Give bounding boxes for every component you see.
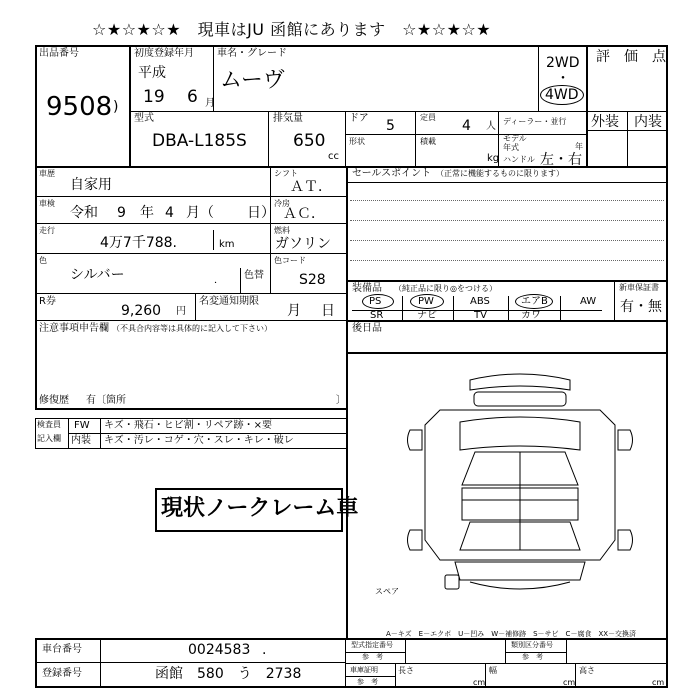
model-value: DBA-L185S [152, 131, 247, 151]
plate-label: 登録番号 [42, 668, 82, 679]
registration-month-unit: 月 [205, 98, 215, 109]
doors-value: 5 [386, 118, 395, 134]
type-code-ref: 参 考 [362, 653, 383, 661]
shift-label: シフト [274, 169, 298, 178]
fuel-label: 燃料 [274, 226, 290, 235]
equip-ps: PS [369, 296, 382, 307]
rating-exterior: 外装 [591, 114, 619, 130]
capacity-value: 4 [462, 118, 471, 134]
fuel-value: ガソリン [275, 236, 331, 252]
warranty-value: 有・無 [620, 299, 662, 315]
inspection-year: 9 [117, 205, 126, 221]
ac-value: ＡＣ． [283, 206, 325, 222]
class-code-ref: 参 考 [522, 653, 543, 661]
load-label: 積載 [420, 137, 436, 146]
drive-2wd: 2WD [546, 55, 580, 71]
mileage-value: 4万7千788. [100, 235, 177, 251]
drive-4wd: 4WD [545, 87, 579, 103]
lot-label: 出品番号 [39, 48, 79, 59]
recycle-value: 9,260 [121, 303, 162, 319]
displacement-label: 排気量 [273, 113, 303, 124]
color-label: 色 [39, 256, 47, 265]
notice-deadline-label: 名変通知期限 [199, 296, 259, 307]
header-title: ☆★☆★☆★ 現車はJU 函館にあります ☆★☆★☆★ [92, 20, 492, 39]
reg-date-label: 車庫証明 [350, 666, 378, 674]
model-year-label1: モデル [503, 134, 527, 143]
chassis-dot: . [262, 642, 267, 658]
name-label: 車名・グレード [217, 48, 287, 59]
equip-leather: カワ [521, 310, 541, 321]
type-code-label: 型式指定番号 [351, 641, 393, 649]
ac-label: 冷房 [274, 199, 290, 208]
handle-label: ハンドル [503, 155, 535, 164]
dealer-label: ディーラー・並行 [503, 117, 567, 126]
car-damage-diagram [400, 370, 640, 600]
shape-label: 形状 [349, 137, 365, 146]
color-code-label: 色コード [274, 256, 306, 265]
handle-value: 左・右 [540, 152, 582, 168]
height-label: 高さ [579, 666, 595, 675]
inspection-day-unit: 日） [247, 205, 275, 221]
equipment-label: 装備品 [352, 283, 382, 294]
drive-dot: ・ [556, 71, 570, 87]
mileage-unit: km [219, 239, 235, 250]
width-label: 幅 [489, 666, 497, 675]
color-code: S28 [299, 272, 326, 288]
equip-sr: SR [370, 310, 384, 321]
doors-label: ドア [349, 113, 369, 124]
registration-year: 19 [143, 87, 165, 107]
length-label: 長さ [398, 666, 414, 675]
equip-tv: TV [474, 310, 487, 321]
lot-number: 9508 [46, 92, 113, 122]
plate-value: 函館 580 う 2738 [155, 666, 302, 682]
equip-pw: PW [418, 296, 434, 307]
inspector-in-value: キズ・汚レ・コゲ・穴・スレ・キレ・破レ [104, 435, 294, 446]
registration-month: 6 [187, 87, 198, 107]
equip-navi: ナビ [417, 310, 437, 321]
inspection-month: 4 [165, 205, 174, 221]
equip-airbag: エアB [521, 296, 548, 307]
inspection-month-unit: 月（ [186, 205, 214, 221]
registration-label: 初度登録年月 [134, 48, 194, 59]
middle-left-block [35, 166, 348, 410]
capacity-label: 定員 [420, 113, 436, 122]
reg-date-ref: 参 考 [357, 678, 378, 686]
equip-abs: ABS [470, 296, 490, 307]
equipment-note: （純正品に限り◎をつける） [394, 284, 497, 293]
color-value: シルバー [70, 267, 125, 283]
shift-value: ＡＴ． [290, 179, 332, 195]
rating-interior: 内装 [634, 114, 662, 130]
notice-deadline-day: 日 [321, 303, 335, 319]
inspection-label: 車検 [39, 199, 55, 208]
width-unit: cm [563, 678, 576, 687]
history-value: 自家用 [70, 177, 112, 193]
rating-label: 評 価 点 [596, 49, 666, 65]
model-year-label2: 年式 [503, 143, 519, 152]
inspector-fw-label: FW [74, 420, 90, 431]
repair-close: 〕 [336, 395, 346, 406]
spare-label: スペア [375, 587, 399, 596]
inspector-label2: 記入欄 [37, 434, 61, 443]
no-claim-stamp-text: 現状ノークレーム車 [161, 496, 359, 521]
model-year-unit: 年 [575, 142, 583, 151]
inspection-era: 令和 [70, 205, 98, 221]
inspector-fw-value: キズ・飛石・ヒビ割・リペア跡・×要 [104, 420, 272, 431]
class-code-label: 類別区分番号 [511, 641, 553, 649]
lot-paren: ) [113, 99, 119, 115]
recycle-label: R券 [39, 296, 56, 307]
back-seat-label: 後日品 [352, 323, 382, 334]
sales-point-note: （正常に機能するものに限ります） [436, 169, 564, 178]
chassis-label: 車台番号 [42, 644, 82, 655]
recycle-unit: 円 [176, 306, 186, 317]
height-unit: cm [652, 678, 665, 687]
displacement-value: 650 [293, 131, 326, 151]
model-label: 型式 [134, 113, 154, 124]
diagram-legend: A－キズ E－エクボ U－凹み W－補修跡 S－サビ C－腐食 XX－交換済 [386, 630, 637, 638]
equip-aw: AW [580, 296, 597, 307]
displacement-unit: cc [328, 151, 339, 162]
mileage-label: 走行 [39, 226, 55, 235]
sales-point-label: セールスポイント [352, 168, 432, 179]
cautions-note: （不具合内容等は具体的に記入して下さい） [112, 324, 272, 333]
warranty-label: 新車保証書 [619, 283, 659, 292]
repair-label: 修復歴 [39, 395, 69, 406]
repair-value: 有〔箇所 [86, 395, 126, 406]
registration-era: 平成 [138, 65, 166, 81]
load-unit: kg [487, 153, 500, 164]
capacity-unit: 人 [486, 121, 496, 132]
car-name: ムーヴ [220, 68, 285, 93]
length-unit: cm [473, 678, 486, 687]
inspection-year-unit: 年 [140, 205, 154, 221]
history-label: 車歴 [39, 169, 55, 178]
inspector-in-label: 内装 [71, 435, 91, 446]
chassis-value: 0024583 [188, 642, 251, 658]
notice-deadline-month: 月 [287, 303, 301, 319]
color-dot: ． [214, 275, 224, 286]
cautions-label: 注意事項申告欄 [39, 323, 109, 334]
color-change-label: 色替 [244, 270, 264, 281]
inspector-label1: 検査員 [37, 420, 61, 429]
